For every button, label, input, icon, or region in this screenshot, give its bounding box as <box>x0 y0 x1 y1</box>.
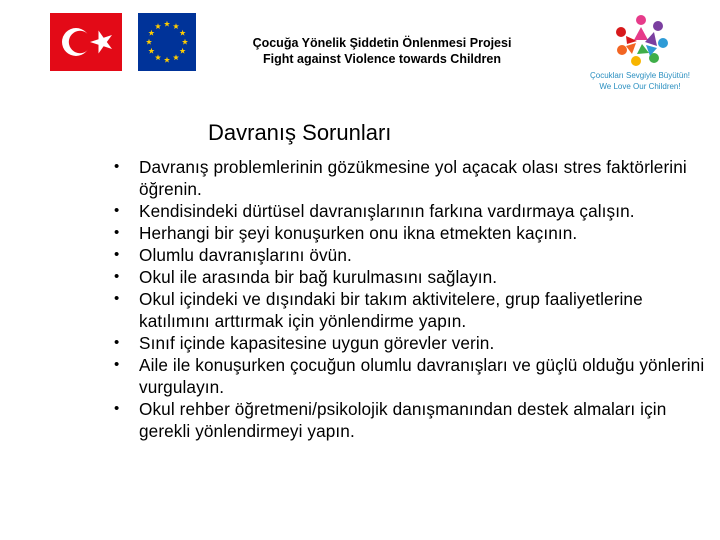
bullet-marker: • <box>114 334 120 351</box>
bullet-text: Aile ile konuşurken çocuğun olumlu davranışları ve güçlü olduğu yönlerini vurgulayın. <box>139 355 705 397</box>
bullet-text: Sınıf içinde kapasitesine uygun görevler verin. <box>139 333 495 353</box>
logo-caption <box>560 70 720 92</box>
eu-stars-icon <box>138 13 196 71</box>
eu-star-icon <box>146 39 152 45</box>
bullet-marker: • <box>114 356 120 373</box>
logo-caption-tr: Çocukları Sevgiyle Büyütün! <box>589 71 691 80</box>
bullet-marker: • <box>114 202 120 219</box>
eu-star-icon <box>180 30 186 36</box>
bullet-text: Herhangi bir şeyi konuşurken onu ikna etmekten kaçının. <box>139 223 578 243</box>
eu-star-icon <box>173 54 179 60</box>
bullet-item <box>112 266 716 288</box>
bullet-text: Olumlu davranışlarını övün. <box>139 245 352 265</box>
slide-title: Davranış Sorunları <box>208 120 392 145</box>
bullet-item <box>112 398 716 442</box>
eu-star-icon <box>164 57 170 63</box>
bullet-text: Okul rehber öğretmeni/psikolojik danışmanından destek almaları için gerekli yönlendirmeyi yapın. <box>139 399 667 441</box>
logo-caption-en: We Love Our Children! <box>599 82 681 91</box>
turkey-flag <box>50 13 122 71</box>
bullet-marker: • <box>114 400 120 417</box>
project-title-tr: Çocuğa Yönelik Şiddetin Önlenmesi Projesi <box>252 36 512 50</box>
bullet-text: Okul içindeki ve dışındaki bir takım aktivitelere, grup faaliyetlerine katılımını arttırmak için yönlendirme yapın. <box>139 289 643 331</box>
eu-star-icon <box>148 30 154 36</box>
bullet-list <box>112 156 716 442</box>
bullet-text: Kendisindeki dürtüsel davranışlarının farkına vardırmaya çalışın. <box>139 201 635 221</box>
bullet-text: Davranış problemlerinin gözükmesine yol açacak olası stres faktörlerini öğrenin. <box>139 157 687 199</box>
project-title-en: Fight against Violence towards Children <box>262 52 501 66</box>
bullet-text: Okul ile arasında bir bağ kurulmasını sağlayın. <box>139 267 498 287</box>
bullet-marker: • <box>114 158 120 175</box>
bullet-item <box>112 200 716 222</box>
bullet-item <box>112 288 716 332</box>
bullet-item <box>112 244 716 266</box>
bullet-item <box>112 156 716 200</box>
eu-star-icon <box>164 21 170 27</box>
eu-star-icon <box>173 23 179 29</box>
bullet-marker: • <box>114 268 120 285</box>
bullet-item <box>112 222 716 244</box>
children-logo-icon <box>612 12 670 68</box>
crescent-star-icon <box>50 13 122 71</box>
eu-flag <box>138 13 196 71</box>
bullet-marker: • <box>114 224 120 241</box>
eu-star-icon <box>155 54 161 60</box>
bullet-item <box>112 332 716 354</box>
eu-star-icon <box>148 48 154 54</box>
bullet-item <box>112 354 716 398</box>
eu-star-icon <box>182 39 188 45</box>
bullet-marker: • <box>114 246 120 263</box>
bullet-marker: • <box>114 290 120 307</box>
project-title <box>200 35 564 67</box>
eu-star-icon <box>180 48 186 54</box>
eu-star-icon <box>155 23 161 29</box>
